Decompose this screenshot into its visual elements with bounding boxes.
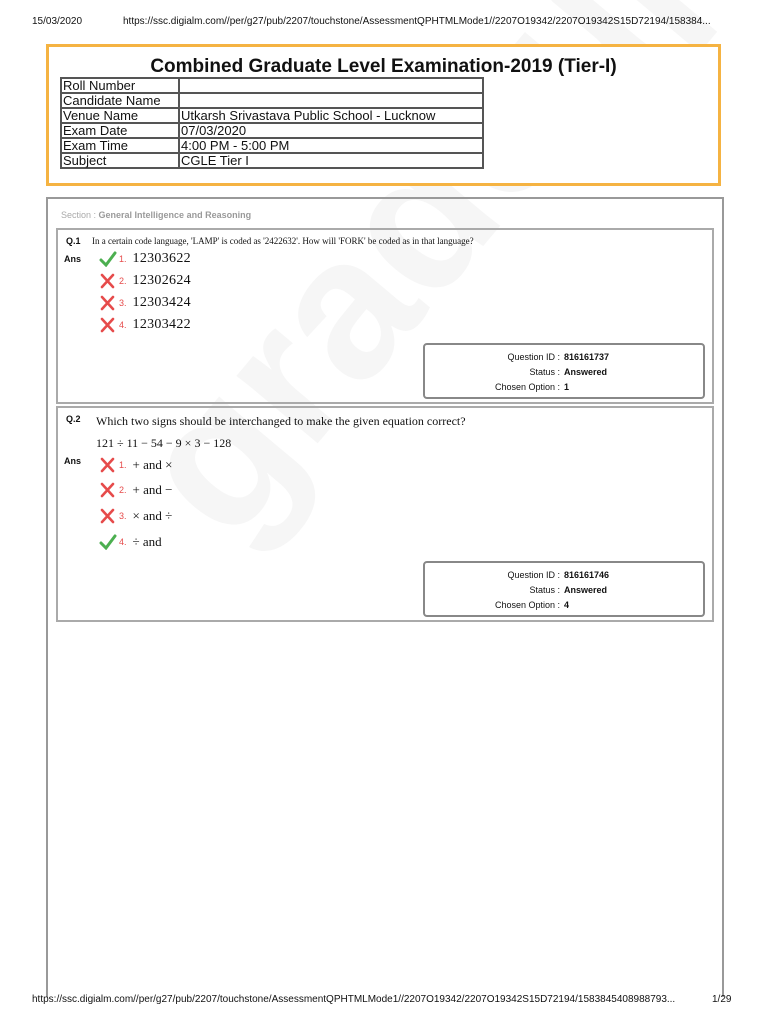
option-number: 2. [119,485,127,495]
question-text: In a certain code language, 'LAMP' is coded as '2422632'. How will 'FORK' be coded as in that language? [92,236,474,246]
question-number: Q.1 [66,236,81,246]
status-value: Answered [564,367,608,377]
info-label: Candidate Name [61,93,179,108]
info-value [179,93,483,108]
option-number: 1. [119,254,127,264]
option-number: 2. [119,276,127,286]
chosen-option-label: Chosen Option : [494,600,560,610]
cross-icon [99,273,117,289]
option-2 [99,273,191,289]
question-id-value: 816161746 [564,570,610,580]
question-id-label: Question ID : [507,352,560,362]
section-name: General Intelligence and Reasoning [98,210,252,220]
status-value: Answered [564,585,608,595]
info-label: Roll Number [61,78,179,93]
option-text: 12303424 [132,295,191,310]
question-meta-box [423,561,705,617]
info-label: Exam Time [61,138,179,153]
option-text: × and ÷ [132,508,173,523]
option-number: 3. [119,511,127,521]
table-row [61,93,483,108]
option-2 [99,482,172,498]
exam-info-box [46,44,721,186]
table-row [61,123,483,138]
option-text: 12303622 [132,251,191,266]
section-prefix: Section : [61,210,99,220]
cross-icon [99,508,117,524]
option-number: 4. [119,537,127,547]
option-text: ÷ and [132,534,162,549]
info-label: Subject [61,153,179,168]
option-text: 12302624 [132,273,191,288]
section-heading [61,210,251,220]
check-icon [99,534,117,550]
option-1 [99,457,172,473]
cross-icon [99,317,117,333]
option-number: 3. [119,298,127,308]
info-value: Utkarsh Srivastava Public School - Lucknow [179,108,483,123]
cross-icon [99,295,117,311]
option-4 [99,534,162,550]
exam-info-table [60,77,484,169]
info-value: CGLE Tier I [179,153,483,168]
option-3 [99,508,172,524]
print-footer-url: https://ssc.digialm.com//per/g27/pub/2207/touchstone/AssessmentQPHTMLMode1//2207O19342/2207O19342S15D72194/1583845408988793... [32,994,676,1005]
table-row [61,138,483,153]
option-text: + and − [132,482,173,497]
ans-label: Ans [64,456,82,466]
info-value: 4:00 PM - 5:00 PM [179,138,483,153]
cross-icon [99,482,117,498]
question-equation: 121 ÷ 11 − 54 − 9 × 3 − 128 [96,436,232,450]
info-value: 07/03/2020 [179,123,483,138]
option-number: 1. [119,460,127,470]
option-text: 12303422 [132,317,191,332]
status-label: Status : [529,585,560,595]
table-row [61,153,483,168]
exam-title: Combined Graduate Level Examination-2019 (Tier-I) [150,56,617,77]
question-number: Q.2 [66,414,81,424]
info-value [179,78,483,93]
question-id-label: Question ID : [507,570,560,580]
question-id-value: 816161737 [564,352,610,362]
option-4 [99,317,191,333]
table-row [61,108,483,123]
chosen-option-label: Chosen Option : [494,382,560,392]
chosen-option-value: 1 [564,382,570,392]
page-number: 1/29 [712,994,732,1005]
info-label: Exam Date [61,123,179,138]
question-meta-box [423,343,705,399]
info-label: Venue Name [61,108,179,123]
cross-icon [99,457,117,473]
chosen-option-value: 4 [564,600,570,610]
option-number: 4. [119,320,127,330]
question-text: Which two signs should be interchanged to make the given equation correct? [96,414,466,428]
ans-label: Ans [64,254,82,264]
print-date: 15/03/2020 [32,16,83,27]
check-icon [99,251,117,267]
table-row [61,78,483,93]
print-header-url: https://ssc.digialm.com//per/g27/pub/2207/touchstone/AssessmentQPHTMLMode1//2207O19342/2207O19342S15D72194/158384... [123,16,711,27]
option-text: + and × [132,457,173,472]
option-3 [99,295,191,311]
status-label: Status : [529,367,560,377]
option-1 [99,251,191,267]
